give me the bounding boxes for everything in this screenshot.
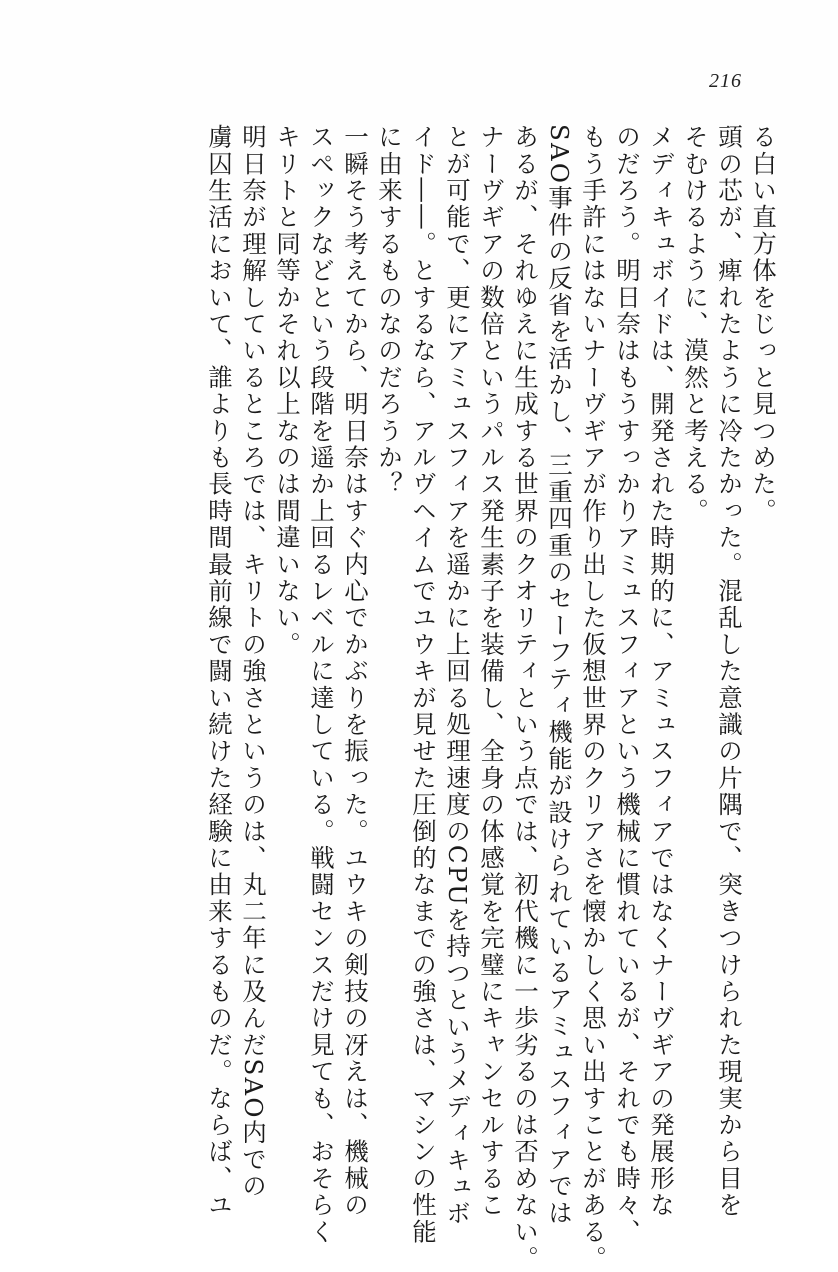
text-line: 虜囚生活において、誰よりも長時間最前線で闘い続けた経験に由来するものだ。ならば、ユ [205, 124, 234, 1219]
text-line: とが可能で、更にアミュスフィアを遥かに上回る処理速度のCPUを持つというメディキュボ [443, 124, 472, 1228]
text-line: ナーヴギアの数倍というパルス発生素子を装備し、全身の体感覚を完璧にキャンセルするこ [477, 124, 506, 1219]
text-line: 明日奈が理解しているところでは、キリトの強さというのは、丸二年に及んだSAO内での [239, 124, 268, 1200]
text-line: 一瞬そう考えてから、明日奈はすぐ内心でかぶりを振った。ユウキの剣技の冴えは、機械の [341, 124, 370, 1219]
text-line: イド――。とするなら、アルヴヘイムでユウキが見せた圧倒的なまでの強さは、マシンの性能 [409, 124, 438, 1246]
vertical-text-body [60, 124, 780, 1272]
page-number: 216 [709, 70, 742, 92]
text-line: キリトと同等かそれ以上なのは間違いない。 [273, 124, 302, 658]
text-line: る白い直方体をじっと見つめた。 [749, 124, 778, 525]
text-line: のだろう。明日奈はもうすっかりアミュスフィアという機械に慣れているが、それでも時々、 [613, 124, 642, 1246]
text-line: もう手許にはないナーヴギアが作り出した仮想世界のクリアさを懐かしく思い出すことがある。 [579, 124, 608, 1272]
text-line: スペックなどという段階を遥か上回るレベルに達している。戦闘センスだけ見ても、おそらく [307, 124, 336, 1246]
text-line: あるが、それゆえに生成する世界のクオリティという点では、初代機に一歩劣るのは否めない。 [511, 124, 540, 1272]
text-line: に由来するものなのだろうか？ [375, 124, 404, 498]
text-line: 頭の芯が、痺れたように冷たかった。混乱した意識の片隅で、突きつけられた現実から目を [715, 124, 744, 1219]
text-line: そむけるように、漠然と考える。 [681, 124, 710, 525]
text-line: SAO事件の反省を活かし、三重四重のセーフティ機能が設けられているアミュスフィアでは [545, 124, 574, 1227]
text-line: メディキュボイドは、開発された時期的に、アミュスフィアではなくナーヴギアの発展形な [647, 124, 676, 1219]
